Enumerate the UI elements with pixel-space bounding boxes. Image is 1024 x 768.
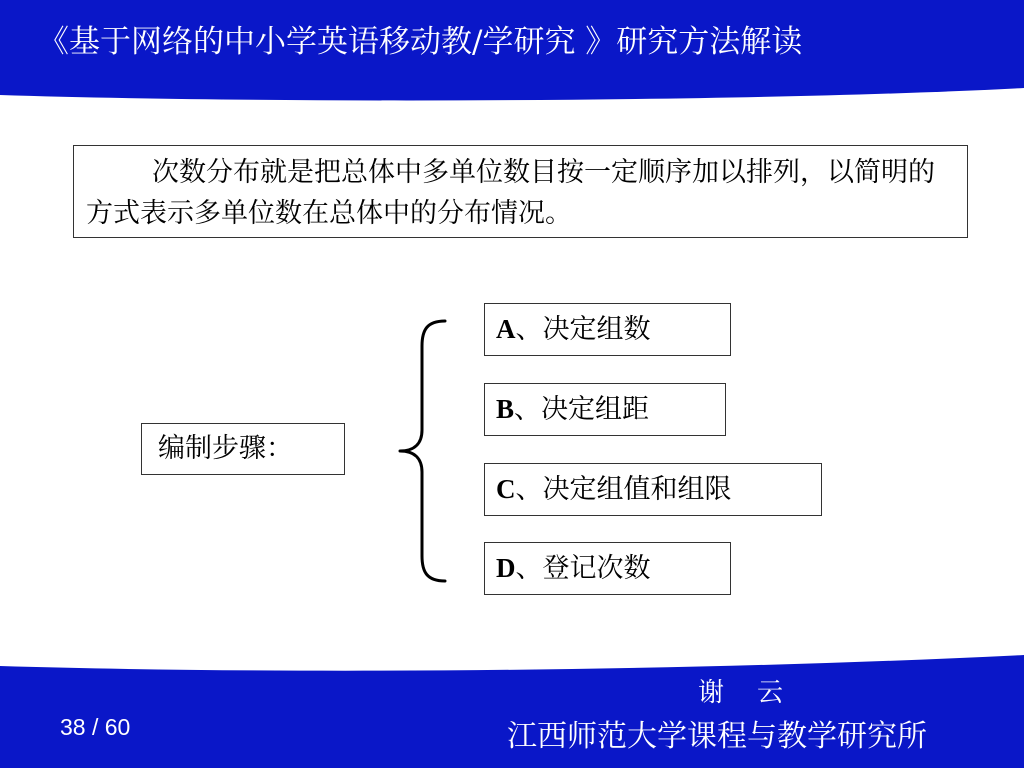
- definition-box: [73, 145, 968, 238]
- step-a-box: [484, 303, 731, 356]
- step-c-text: 、决定组值和组限: [515, 474, 732, 505]
- step-d-text: 、登记次数: [515, 553, 651, 584]
- step-d-box: [484, 542, 731, 595]
- step-a-letter: A: [496, 314, 516, 344]
- step-a-text: 、决定组数: [515, 314, 651, 345]
- step-c-box: [484, 463, 822, 516]
- step-b-box: [484, 383, 726, 436]
- institute-name: 江西师范大学课程与教学研究所: [507, 719, 927, 754]
- step-b-letter: B: [496, 394, 515, 424]
- page-number: 38 / 60: [60, 714, 131, 740]
- step-b-text: 、决定组距: [514, 394, 650, 425]
- steps-label: 编制步骤：: [158, 433, 293, 464]
- step-c-letter: C: [496, 474, 516, 504]
- steps-label-box: [141, 423, 345, 475]
- left-brace-icon: [395, 318, 455, 584]
- step-d-letter: D: [496, 553, 516, 583]
- definition-text: 次数分布就是把总体中多单位数目按一定顺序加以排列，以简明的方式表示多单位数在总体中的分布情况。: [86, 157, 935, 229]
- author-name: 谢 云: [698, 678, 784, 708]
- slide-title: 《基于网络的中小学英语移动教/学研究 》研究方法解读: [38, 24, 803, 60]
